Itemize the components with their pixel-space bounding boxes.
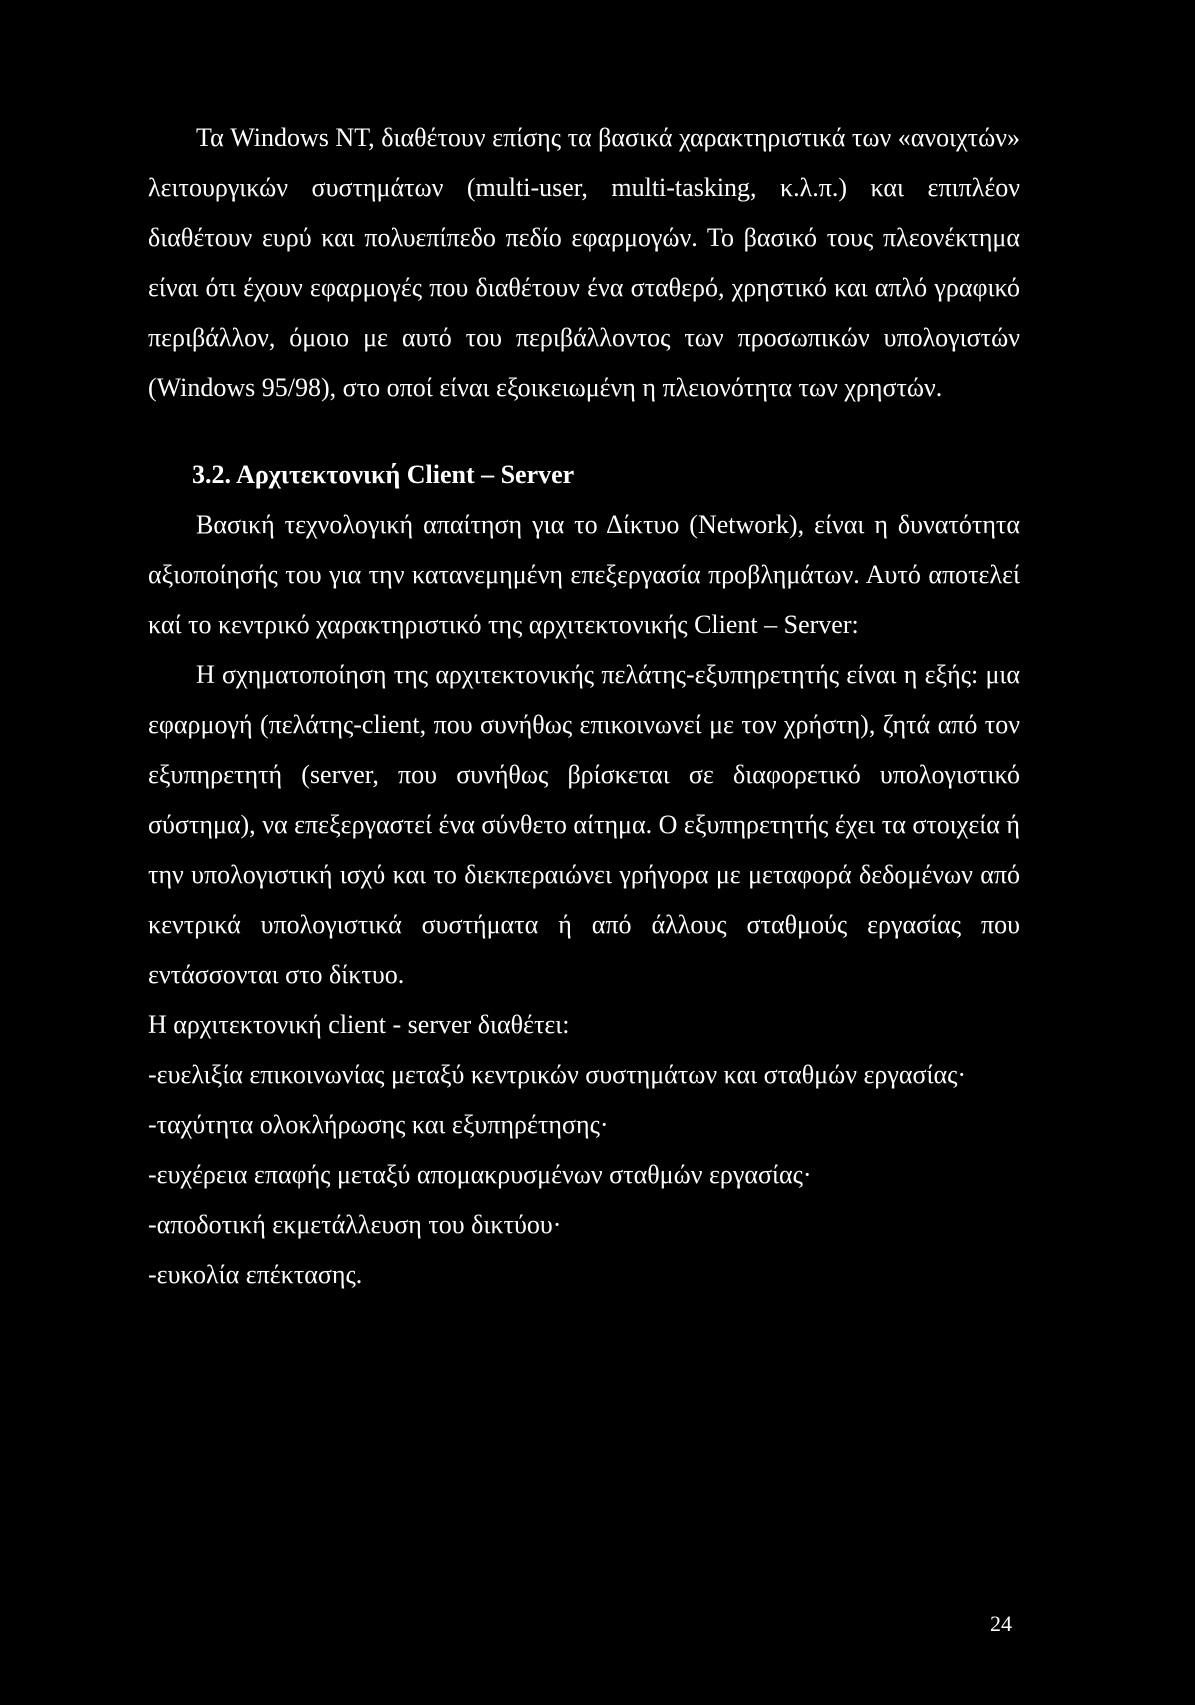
feature-item: -αποδοτική εκμετάλλευση του δικτύου· bbox=[148, 1210, 562, 1239]
features-list bbox=[148, 1050, 1020, 1300]
page-number: 24 bbox=[990, 1611, 1012, 1636]
feature-item: -ευχέρεια επαφής μεταξύ απομακρυσμένων σταθμών εργασίας· bbox=[148, 1160, 812, 1189]
configuration-paragraph: Η σχηματοποίηση της αρχιτεκτονικής πελάτης-εξυπηρετητής είναι η εξής: μια εφαρμογή (πελάτης-client, που συνήθως επικοινωνεί με τον χρήστη), ζητά από τον εξυπηρετητή (server, που συνήθως βρίσκεται σε διαφορετικό υπολογιστικό σύστημα), να επεξεργαστεί ένα σύνθετο αίτημα. Ο εξυπηρετητής έχει τα στοιχεία ή την υπολογιστική ισχύ και το διεκπεραιώνει γρήγορα με μεταφορά δεδομένων από κεντρικά υπολογιστικά συστήματα ή από άλλους σταθμούς εργασίας που εντάσσονται στο δίκτυο. bbox=[148, 660, 1020, 989]
intro-paragraph: Τα Windows NT, διαθέτουν επίσης τα βασικά χαρακτηριστικά των «ανοιχτών» λειτουργικών συστημάτων (multi-user, multi-tasking, κ.λ.π.) και επιπλέον διαθέτουν ευρύ και πολυεπίπεδο πεδίο εφαρμογών. Το βασικό τους πλεονέκτημα είναι ότι έχουν εφαρμογές που διαθέτουν ένα σταθερό, χρηστικό και απλό γραφικό περιβάλλον, όμοιο με αυτό του περιβάλλοντος των προσωπικών υπολογιστών (Windows 95/98), στο οποί είναι εξοικειωμένη η πλειονότητα των χρηστών. bbox=[148, 123, 1020, 402]
features-intro: Η αρχιτεκτονική client - server διαθέτει: bbox=[148, 1010, 570, 1039]
feature-item: -ευελιξία επικοινωνίας μεταξύ κεντρικών συστημάτων και σταθμών εργασίας· bbox=[148, 1060, 967, 1089]
document-page bbox=[148, 113, 1020, 1300]
feature-item: -ευκολία επέκτασης. bbox=[148, 1260, 363, 1289]
section-intro-paragraph: Βασική τεχνολογική απαίτηση για το Δίκτυο (Network), είναι η δυνατότητα αξιοποίησής του για την κατανεμημένη επεξεργασία προβλημάτων. Αυτό αποτελεί καί το κεντρικό χαρακτηριστικό της αρχιτεκτονικής Client – Server: bbox=[148, 510, 1020, 639]
section-heading: 3.2. Αρχιτεκτονική Client – Server bbox=[192, 460, 575, 489]
feature-item: -ταχύτητα ολοκλήρωσης και εξυπηρέτησης· bbox=[148, 1110, 609, 1139]
